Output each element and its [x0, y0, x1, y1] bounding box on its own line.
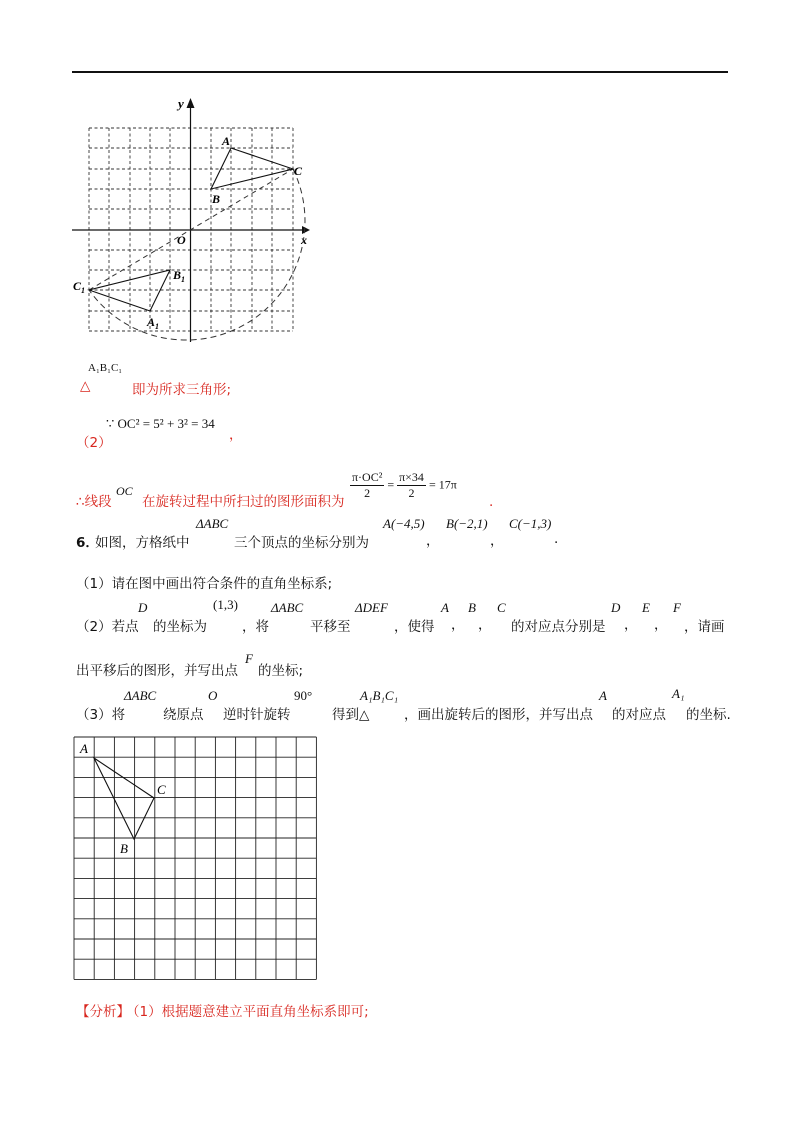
- q2-a: A: [441, 600, 449, 615]
- q3-triangle: ΔABC: [124, 688, 157, 703]
- part1-triangle-name: A₁B₁C₁: [88, 362, 123, 374]
- area-den2: 2: [408, 486, 415, 500]
- q2-text-b: 的坐标为: [153, 619, 207, 635]
- label-c1: $C_1$: [73, 279, 86, 295]
- q3-text-d: 得到△: [332, 707, 370, 723]
- part2-formula: ∵ OC² = 5² + 3² = 34: [106, 416, 215, 431]
- y-axis-arrow: [187, 98, 195, 108]
- q3-o: O: [208, 688, 218, 703]
- problem-triangle: ΔABC: [196, 516, 229, 531]
- q2-e: E: [642, 600, 650, 615]
- q2-line2-a: 出平移后的图形，并写出点: [76, 663, 238, 679]
- rotation-arc: [89, 169, 305, 340]
- part2-comma: ，: [229, 427, 243, 443]
- q2-triangle: ΔABC: [271, 600, 304, 615]
- label-c: C: [294, 164, 303, 178]
- figure-grid-abc: [72, 733, 320, 983]
- coord-c: C(−1,3): [509, 516, 552, 531]
- label-a-2: A: [80, 741, 88, 756]
- triangle-abc-2: [94, 758, 154, 839]
- label-b-2: B: [120, 841, 128, 856]
- label-b1: $B_1$: [173, 268, 186, 284]
- figure-rotation-grid: [70, 94, 330, 356]
- area-end: .: [489, 494, 494, 510]
- q2-text-e: ，使得: [394, 619, 435, 635]
- q2-c: C: [497, 600, 506, 615]
- q2-sep-3: ，: [624, 617, 638, 633]
- question-1: （1）请在图中画出符合条件的直角坐标系;: [76, 576, 333, 592]
- label-a1: $A_1$: [147, 315, 160, 331]
- part1-triangle-symbol: △: [80, 378, 91, 394]
- q2-line2-b: 的坐标;: [258, 663, 304, 679]
- q2-coord: (1,3): [213, 597, 238, 612]
- origin-label: O: [177, 233, 186, 247]
- q3-text-f: 的对应点: [612, 707, 666, 723]
- problem-vertices-text: 三个顶点的坐标分别为: [234, 535, 369, 551]
- q2-sep-1: ，: [451, 617, 465, 633]
- q3-text-a: （3）将: [76, 707, 126, 723]
- area-num1: π·OC²: [352, 470, 383, 484]
- q3-text-g: 的坐标.: [686, 707, 731, 723]
- label-a: A: [222, 134, 231, 148]
- q2-point-d: D: [138, 600, 148, 615]
- q2-text-c: ，将: [242, 619, 269, 635]
- q2-text-d: 平移至: [310, 619, 351, 635]
- problem-intro: 如图，方格纸中: [95, 535, 190, 551]
- q2-sep-4: ，: [654, 617, 668, 633]
- area-formula: [350, 470, 457, 501]
- area-oc: OC: [116, 484, 133, 498]
- label-b: B: [212, 192, 221, 206]
- q2-text-a: （2）若点: [76, 619, 139, 635]
- q2-b: B: [468, 600, 476, 615]
- label-c-2: C: [157, 782, 166, 797]
- analysis-label: 【分析】: [76, 1004, 130, 1020]
- problem-period: .: [554, 531, 559, 547]
- analysis-text: （1）根据题意建立平面直角坐标系即可;: [126, 1004, 369, 1020]
- q3-degrees: 90°: [294, 688, 313, 703]
- comma-2: ，: [490, 533, 504, 549]
- q3-a: A: [599, 688, 607, 703]
- x-axis-label: x: [301, 233, 307, 247]
- q2-triangle-def: ΔDEF: [355, 600, 388, 615]
- area-num2: π×34: [399, 470, 424, 484]
- coord-b: B(−2,1): [446, 516, 488, 531]
- comma-1: ，: [426, 533, 440, 549]
- q2-f: F: [673, 600, 681, 615]
- q2-text-g: ，请画: [684, 619, 725, 635]
- problem-number: 6．: [76, 535, 99, 551]
- q3-a1: A₁: [672, 686, 685, 701]
- q3-text-e: ，画出旋转后的图形，并写出点: [404, 707, 593, 723]
- q3-text-c: 逆时针旋转: [223, 707, 291, 723]
- y-axis-label: y: [178, 96, 184, 111]
- q2-text-f: 的对应点分别是: [511, 619, 606, 635]
- header-rule: [72, 71, 728, 73]
- q2-d2: D: [611, 600, 621, 615]
- area-prefix: ∴线段: [76, 494, 112, 510]
- q2-line2-f: F: [245, 651, 253, 666]
- area-result: = 17π: [428, 477, 457, 492]
- area-text: 在旋转过程中所扫过的图形面积为: [142, 494, 345, 510]
- part1-conclusion: 即为所求三角形;: [132, 382, 232, 398]
- q3-text-b: 绕原点: [163, 707, 204, 723]
- part2-label: （2）: [76, 435, 112, 451]
- coord-a: A(−4,5): [383, 516, 425, 531]
- area-den1: 2: [364, 486, 371, 500]
- q3-triangle-a1b1c1: A₁B₁C₁: [360, 688, 399, 703]
- area-eq1: =: [387, 477, 395, 492]
- grid-lines-2: [74, 737, 316, 979]
- q2-sep-2: ，: [478, 617, 492, 633]
